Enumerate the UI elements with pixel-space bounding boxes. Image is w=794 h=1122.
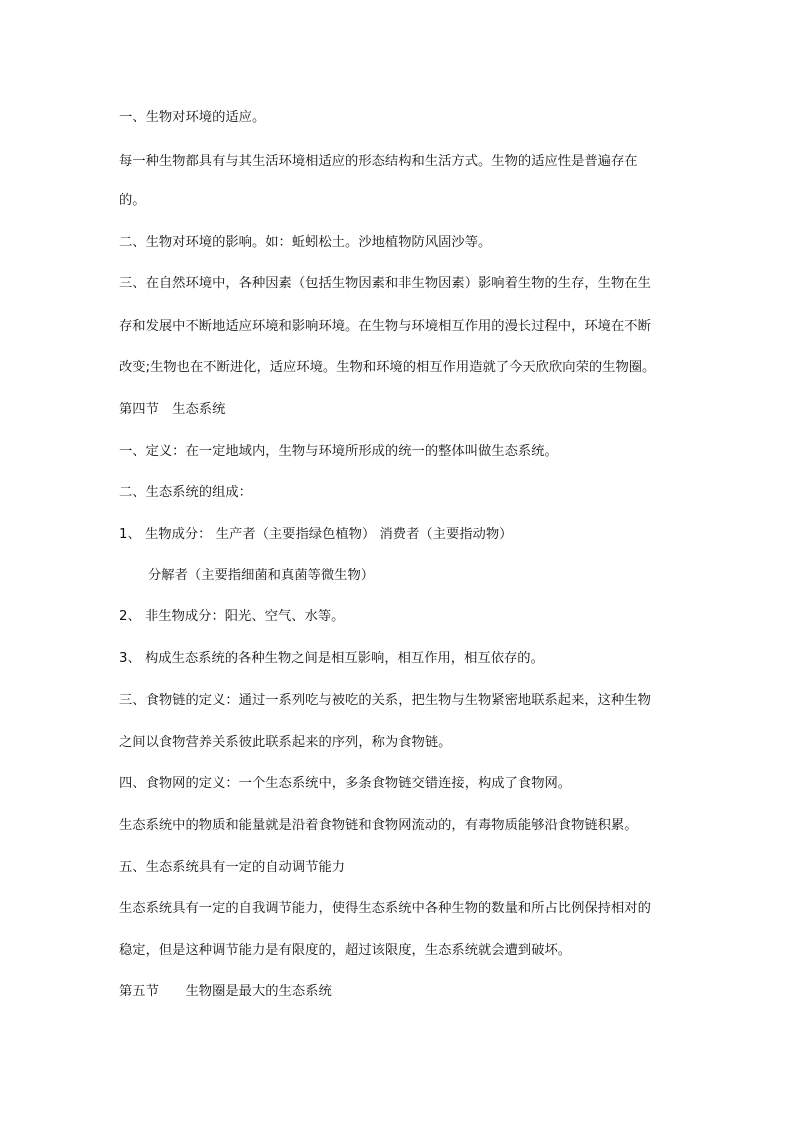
text-line: 三、食物链的定义：通过一系列吃与被吃的关系，把生物与生物紧密地联系起来，这种生物 xyxy=(119,693,651,708)
text-line: 五、生态系统具有一定的自动调节能力 xyxy=(119,860,346,875)
text-line: 改变;生物也在不断进化，适应环境。生物和环境的相互作用造就了今天欣欣向荣的生物圈。 xyxy=(119,360,656,375)
list-subitem: 分解者（主要指细菌和真菌等微生物） xyxy=(148,568,375,583)
text-line: 二、生态系统的组成： xyxy=(119,485,252,500)
text-line: 的。 xyxy=(119,193,146,208)
section-heading: 第五节 生物圈是最大的生态系统 xyxy=(119,984,332,999)
text-line: 一、生物对环境的适应。 xyxy=(119,110,266,125)
list-item: 3、 构成生态系统的各种生物之间是相互影响，相互作用，相互依存的。 xyxy=(119,651,544,666)
section-heading: 第四节 生态系统 xyxy=(119,402,226,417)
text-line: 三、在自然环境中，各种因素（包括生物因素和非生物因素）影响着生物的生存，生物在生 xyxy=(119,276,651,291)
list-item: 1、 生物成分： 生产者（主要指绿色植物） 消费者（主要指动物） xyxy=(119,527,513,542)
text-line: 二、生物对环境的影响。如：蚯蚓松土。沙地植物防风固沙等。 xyxy=(119,235,492,250)
text-line: 一、定义：在一定地域内，生物与环境所形成的统一的整体叫做生态系统。 xyxy=(119,444,558,459)
text-line: 四、食物网的定义：一个生态系统中，多条食物链交错连接，构成了食物网。 xyxy=(119,776,572,791)
text-line: 生态系统中的物质和能量就是沿着食物链和食物网流动的，有毒物质能够沿食物链积累。 xyxy=(119,818,638,833)
text-line: 之间以食物营养关系彼此联系起来的序列，称为食物链。 xyxy=(119,735,452,750)
text-line: 每一种生物都具有与其生活环境相适应的形态结构和生活方式。生物的适应性是普遍存在 xyxy=(119,154,638,169)
text-line: 稳定，但是这种调节能力是有限度的，超过该限度，生态系统就会遭到破坏。 xyxy=(119,943,572,958)
text-line: 存和发展中不断地适应环境和影响环境。在生物与环境相互作用的漫长过程中，环境在不断 xyxy=(119,319,651,334)
text-line: 生态系统具有一定的自我调节能力，使得生态系统中各种生物的数量和所占比例保持相对的 xyxy=(119,901,651,916)
list-item: 2、 非生物成分：阳光、空气、水等。 xyxy=(119,609,345,624)
